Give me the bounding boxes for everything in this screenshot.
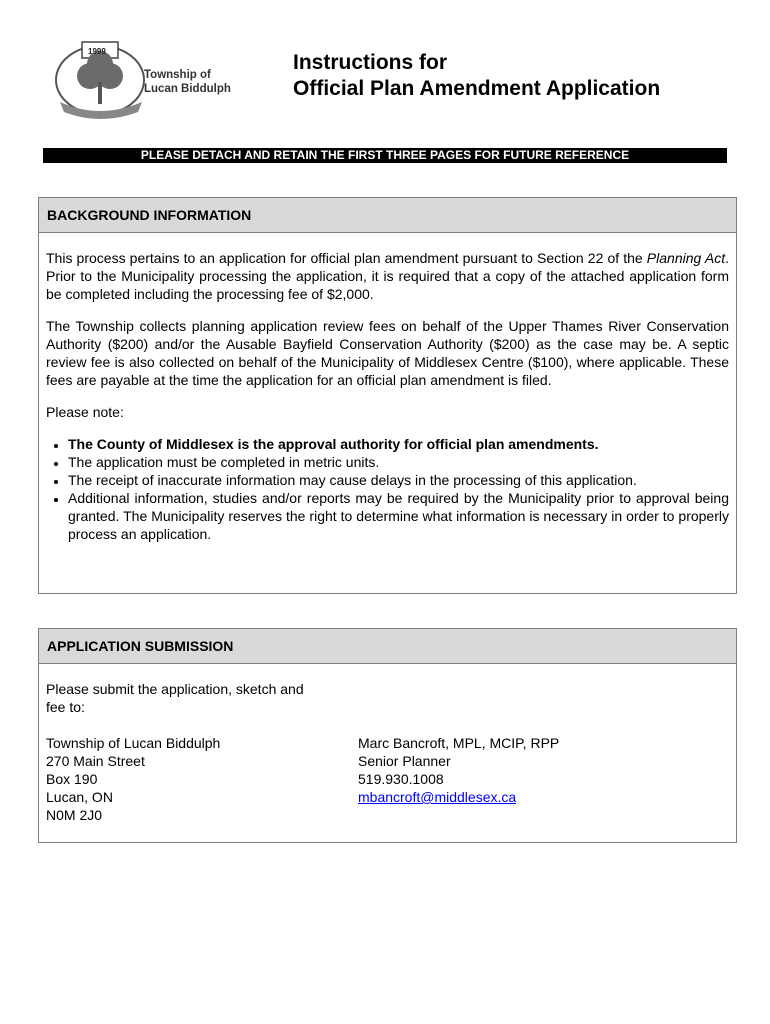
background-paragraph-2: The Township collects planning application review fees on behalf of the Upper Thames River Conservation Authority ($200) and/or the Ausable Bayfield Conservation Authority ($200) as the case may be. A septic review fee is also collected on behalf of the Municipality of Middlesex Centre ($100), where applicable. These fees are payable at the time the application for an official plan amendment is filed.	[46, 318, 729, 388]
intro-line-2: fee to:	[46, 699, 85, 715]
address-line: Township of Lucan Biddulph	[46, 735, 221, 751]
detach-banner: PLEASE DETACH AND RETAIN THE FIRST THREE PAGES FOR FUTURE REFERENCE	[43, 148, 727, 163]
mailing-address	[46, 734, 220, 824]
submission-columns	[46, 734, 729, 823]
planner-name: Marc Bancroft, MPL, MCIP, RPP	[358, 735, 560, 751]
p1-text: This process pertains to an application for official plan amendment pursuant to Section 22 of the	[46, 250, 647, 266]
submission-body	[39, 664, 736, 823]
address-line: Lucan, ON	[46, 789, 113, 805]
notes-list	[46, 435, 729, 543]
submission-intro	[46, 680, 729, 716]
intro-line-1: Please submit the application, sketch and	[46, 681, 304, 697]
planner-contact	[358, 734, 559, 806]
p1-text-end: . Prior to the Municipality processing the application, it is required that a copy of the attached application form be completed including the processing fee of $2,000.	[46, 250, 729, 302]
page-title	[293, 50, 660, 102]
planner-phone: 519.930.1008	[358, 771, 444, 787]
list-item: • The receipt of inaccurate information may cause delays in the processing of this application.	[68, 471, 729, 489]
logo-line-2: Lucan Biddulph	[144, 83, 231, 95]
submission-heading: APPLICATION SUBMISSION	[39, 629, 736, 664]
township-logo	[52, 40, 272, 120]
planning-act-reference: Planning Act	[646, 250, 726, 266]
address-line: 270 Main Street	[46, 753, 145, 769]
please-note-label: Please note:	[46, 404, 124, 420]
list-item: • The application must be completed in metric units.	[68, 453, 729, 471]
background-paragraph-1	[46, 249, 729, 303]
logo-wordmark	[144, 68, 231, 96]
logo-year: 1999	[88, 47, 106, 56]
background-section	[38, 197, 737, 594]
logo-line-1: Township of	[144, 69, 211, 81]
address-line: N0M 2J0	[46, 807, 103, 823]
address-line: Box 190	[46, 771, 98, 787]
title-line-2: Official Plan Amendment Application	[293, 77, 661, 100]
planner-email-link[interactable]: mbancroft@middlesex.ca	[358, 789, 517, 805]
planner-title: Senior Planner	[358, 753, 451, 769]
background-body	[39, 233, 736, 543]
background-heading: BACKGROUND INFORMATION	[39, 198, 736, 233]
title-line-1: Instructions for	[293, 51, 448, 74]
list-item: • Additional information, studies and/or reports may be required by the Municipality prior to approval being granted. The Municipality reserves the right to determine what information is necessary in order to properly process an application.	[68, 489, 729, 543]
list-item: • The County of Middlesex is the approval authority for official plan amendments.	[68, 435, 729, 453]
submission-section	[38, 628, 737, 843]
